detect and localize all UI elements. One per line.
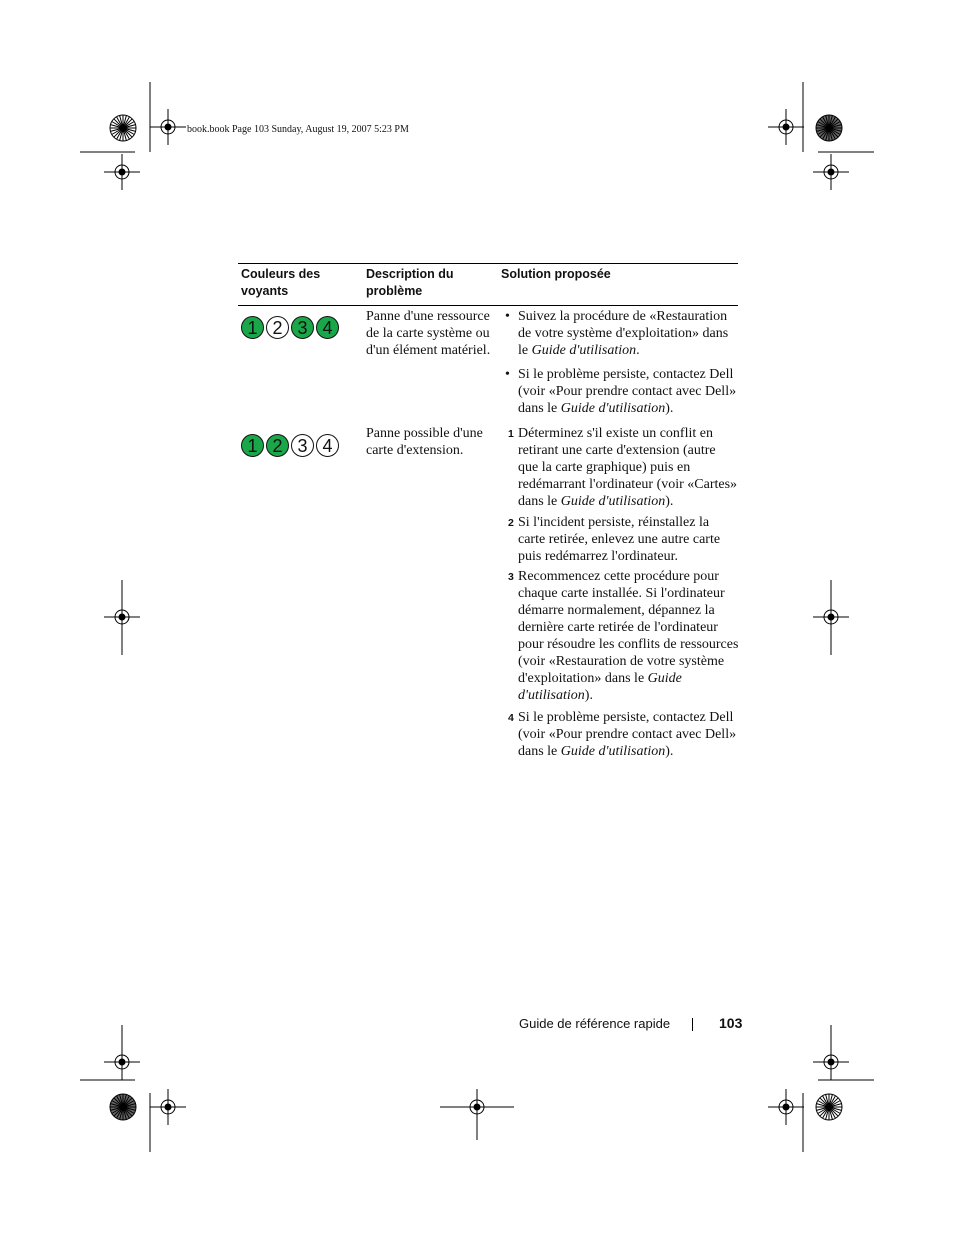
- footer-title: Guide de référence rapide: [519, 1016, 671, 1031]
- diagnostic-led-1: 1: [241, 434, 264, 457]
- table-top-rule: [238, 263, 738, 264]
- diagnostic-led-4: 4: [316, 434, 339, 457]
- diagnostic-led-4: 4: [316, 316, 339, 339]
- diagnostic-led-1: 1: [241, 316, 264, 339]
- footer-separator: [692, 1018, 693, 1031]
- diagnostic-led-3: 3: [291, 434, 314, 457]
- diagnostic-led-2: 2: [266, 316, 289, 339]
- running-head: book.book Page 103 Sunday, August 19, 2007 5:23 PM: [187, 124, 409, 135]
- led-pattern-row-1: [241, 316, 339, 339]
- table-header-rule: [238, 305, 738, 306]
- diagnostic-led-3: 3: [291, 316, 314, 339]
- row-1-description: Panne d'une ressource de la carte système ou d'un élément matériel.: [366, 309, 491, 358]
- diagnostic-led-2: 2: [266, 434, 289, 457]
- page-number: 103: [719, 1015, 743, 1031]
- row-2-step-3: 3 Recommencez cette procédure pour chaque carte installée. Si l'ordinateur démarre normalement, dépannez la dernière carte retirée de l'ordinateur pour résoudre les conflits de ressources (voir «Restauration de votre système d'exploitation» dans le Guide d'utilisation).: [508, 569, 739, 703]
- row-1-bullet-2: • Si le problème persiste, contactez Dell (voir «Pour prendre contact avec Dell» dans le Guide d'utilisation).: [505, 367, 737, 416]
- row-2-step-4: 4 Si le problème persiste, contactez Dell (voir «Pour prendre contact avec Dell» dans le Guide d'utilisation).: [508, 710, 737, 759]
- header-col-solution: Solution proposée: [501, 267, 611, 281]
- header-col-leds: Couleurs des voyants: [241, 267, 321, 298]
- row-2-description: Panne possible d'une carte d'extension.: [366, 426, 483, 458]
- header-col-description: Description du problème: [366, 267, 454, 298]
- row-1-bullet-1: • Suivez la procédure de «Restauration de votre système d'exploitation» dans le Guide d'utilisation.: [505, 309, 729, 358]
- led-pattern-row-2: [241, 434, 339, 457]
- row-2-step-1: 1 Déterminez s'il existe un conflit en retirant une carte d'extension (autre que la carte graphique) puis en redémarrant l'ordinateur (voir «Cartes» dans le Guide d'utilisation).: [508, 426, 738, 509]
- row-2-step-2: 2 Si l'incident persiste, réinstallez la carte retirée, enlevez une autre carte puis redémarrez l'ordinateur.: [508, 515, 721, 564]
